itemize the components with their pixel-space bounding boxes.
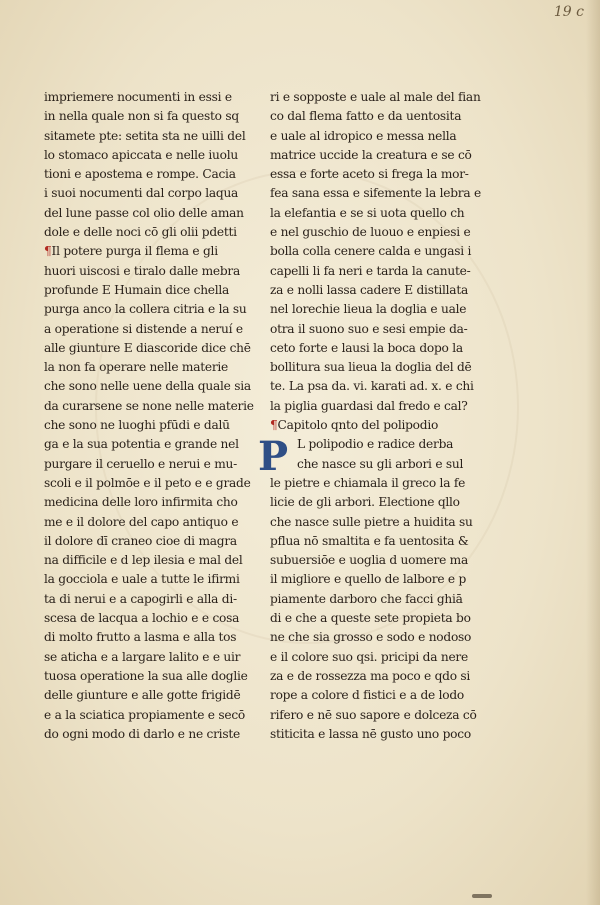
line-text: lo stomaco apiccata e nelle iuolu [44, 147, 238, 162]
text-line [270, 397, 470, 416]
line-text: ga e la sua potentia e grande nel [44, 437, 239, 452]
line-text: impriemere nocumenti in essi e [44, 90, 232, 104]
text-line [270, 513, 473, 532]
text-line [44, 184, 244, 203]
line-text: il migliore e quello de lalbore e p [270, 572, 467, 587]
line-text: do ogni modo di darlo e ne criste [44, 726, 240, 741]
text-line [44, 570, 244, 589]
line-text: piamente darboro che facci ghiā [270, 591, 463, 606]
text-line [44, 686, 244, 705]
text-line [44, 107, 244, 126]
line-text: che nasce su gli arbori e sul [297, 456, 464, 471]
line-text: il dolore dī craneo cioe di magra [44, 533, 237, 548]
line-text: da curarsene se none nelle materie [44, 398, 254, 413]
text-line [270, 648, 470, 667]
line-text: licie de gli arbori. Electione qllo [270, 495, 460, 510]
text-line [270, 667, 470, 686]
line-text: huori uiscosi e tiralo dalle mebra [44, 263, 241, 278]
text-line [270, 127, 470, 146]
line-text: la non fa operare nelle materie [44, 360, 229, 375]
line-text: che sono nelle uene della quale sia [44, 379, 251, 394]
text-line [270, 493, 470, 512]
line-text: te. La psa da. vi. karati ad. x. e chi [270, 379, 474, 394]
text-line [44, 532, 244, 551]
text-line [270, 339, 470, 358]
line-text: le pietre e chiamala il greco la fe [270, 475, 466, 490]
text-line [44, 165, 244, 184]
text-line [44, 300, 247, 319]
line-text: che sono ne luoghi pfūdi e dalū [44, 418, 230, 433]
text-line [270, 706, 477, 725]
text-line [270, 107, 470, 126]
right-text-column [258, 88, 481, 744]
line-text: e il colore suo qsi. pricipi da nere [270, 649, 468, 664]
line-text: in nella quale non si fa questo sq [44, 109, 239, 124]
text-line [270, 474, 470, 493]
text-line [44, 223, 244, 242]
line-text: di molto frutto a lasma e alla tos [44, 630, 237, 645]
decorated-initial: P [258, 433, 288, 481]
text-line [44, 127, 244, 146]
line-text: rope a colore d fistici e a de lodo [270, 688, 464, 703]
line-text: tioni e apostema e rompe. Cacia [44, 167, 236, 182]
line-text: di e che a queste sete propieta bo [270, 611, 471, 626]
line-text: dole e delle noci cō gli olii pdetti [44, 225, 237, 240]
line-text: e nel guschio de luouo e enpiesi e [270, 225, 471, 240]
text-line [44, 513, 244, 532]
text-line [44, 88, 244, 107]
line-text: medicina delle loro infirmita cho [44, 495, 238, 510]
line-text: purga anco la collera citria e la su [44, 302, 247, 317]
text-line [270, 242, 470, 261]
text-line [270, 686, 470, 705]
text-line [270, 320, 470, 339]
line-text: essa e forte aceto si frega la mor- [270, 167, 469, 182]
text-line [44, 628, 244, 647]
text-line [44, 706, 244, 725]
text-line [44, 242, 244, 261]
line-text: co dal flema fatto e da uentosita [270, 109, 462, 124]
line-text: pflua nō smaltita e fa uentosita & [270, 533, 469, 548]
text-line [44, 204, 244, 223]
line-text: del lune passe col olio delle aman [44, 205, 244, 220]
line-text: scesa de lacqua a lochio e e cosa [44, 611, 240, 626]
line-text: matrice uccide la creatura e se cō [270, 147, 472, 162]
text-line [44, 474, 251, 493]
paragraph-mark: ¶ [44, 244, 52, 259]
line-text: la piglia guardasi dal fredo e cal? [270, 398, 468, 413]
line-text: i suoi nocumenti dal corpo laqua [44, 186, 239, 201]
line-text: ceto forte e lausi la boca dopo la [270, 340, 463, 355]
text-line [270, 146, 470, 165]
text-line [270, 358, 470, 377]
text-line [270, 628, 470, 647]
text-line [270, 455, 470, 474]
line-text: Il potere purga il flema e gli [51, 244, 218, 259]
line-text: bollitura sua lieua la doglia del dē [270, 360, 472, 375]
line-text: tuosa operatione la sua alle doglie [44, 668, 248, 683]
text-line [270, 590, 470, 609]
line-text: fea sana essa e sifemente la lebra e [270, 186, 481, 201]
text-line [44, 609, 244, 628]
text-line [44, 320, 244, 339]
text-line [44, 146, 244, 165]
line-text: profunde E Humain dice chella [44, 282, 230, 297]
text-line [270, 570, 470, 589]
text-line [270, 88, 481, 107]
text-line [44, 590, 244, 609]
line-text: capelli li fa neri e tarda la canute- [270, 263, 471, 278]
line-text: nel lorechie lieua la doglia e uale [270, 302, 467, 317]
text-line [270, 281, 470, 300]
text-line [270, 262, 470, 281]
line-text: e a la sciatica propiamente e secō [44, 707, 246, 722]
line-text: e uale al idropico e messa nella [270, 128, 457, 143]
text-line [270, 204, 470, 223]
line-text: na difficile e d lep ilesia e mal del [44, 553, 243, 568]
text-line [270, 377, 474, 396]
text-line [44, 358, 244, 377]
line-text: la elefantia e se si uota quello ch [270, 205, 465, 220]
text-line [44, 455, 244, 474]
text-line [44, 667, 248, 686]
text-line [44, 281, 244, 300]
text-line [44, 377, 251, 396]
text-line [44, 648, 244, 667]
line-text: stiticita e lassa nē gusto uno poco [270, 726, 471, 741]
line-text: ta di nerui e a capogirli e alla di- [44, 591, 237, 606]
line-text: L polipodio e radice derba [297, 437, 454, 452]
text-line [44, 262, 244, 281]
text-line [270, 165, 470, 184]
line-text: me e il dolore del capo antiquo e [44, 514, 239, 529]
line-text: che nasce sulle pietre a huidita su [270, 514, 473, 529]
line-text: ri e sopposte e uale al male del fian [270, 90, 481, 104]
line-text: se aticha e a largare lalito e e uir [44, 649, 241, 664]
text-line [270, 416, 470, 435]
text-line [270, 551, 470, 570]
text-line [44, 416, 244, 435]
line-text: bolla colla cenere calda e ungasi i [270, 244, 472, 259]
text-line [44, 397, 254, 416]
text-line [44, 339, 251, 358]
text-line [44, 551, 244, 570]
ink-mark [472, 894, 492, 898]
line-text: sitamete pte: setita sta ne uilli del [44, 128, 246, 143]
text-line [270, 184, 481, 203]
text-line [270, 300, 470, 319]
text-line [270, 532, 470, 551]
folio-number: 19 c [553, 4, 584, 20]
line-text: za e de rossezza ma poco e qdo si [270, 668, 471, 683]
line-text: delle giunture e alle gotte frigidē [44, 688, 241, 703]
left-text-column [44, 88, 254, 744]
line-text: la gocciola e uale a tutte le ifirmi [44, 572, 240, 587]
line-text: purgare il ceruello e nerui e mu- [44, 456, 238, 471]
line-text: ne che sia grosso e sodo e nodoso [270, 630, 472, 645]
line-text: subuersiōe e uoglia d uomere ma [270, 553, 468, 568]
text-line [44, 725, 244, 744]
line-text: alle giunture E diascoride dice chē [44, 340, 251, 355]
text-line [270, 223, 470, 242]
line-text: a operatione si distende a neruí e [44, 321, 243, 336]
line-text: scoli e il polmōe e il peto e e grade [44, 475, 251, 490]
text-line [44, 435, 244, 454]
text-line [44, 493, 244, 512]
paragraph-mark: ¶ [270, 418, 278, 433]
line-text: rifero e nē suo sapore e dolceza cō [270, 707, 477, 722]
line-text: za e nolli lassa cadere E distillata [270, 282, 468, 297]
text-line [270, 609, 470, 628]
text-line [270, 725, 470, 744]
page-edge [586, 0, 600, 905]
line-text: Capitolo qnto del polipodio [277, 418, 439, 433]
line-text: otra il suono suo e sesi empie da- [270, 321, 468, 336]
